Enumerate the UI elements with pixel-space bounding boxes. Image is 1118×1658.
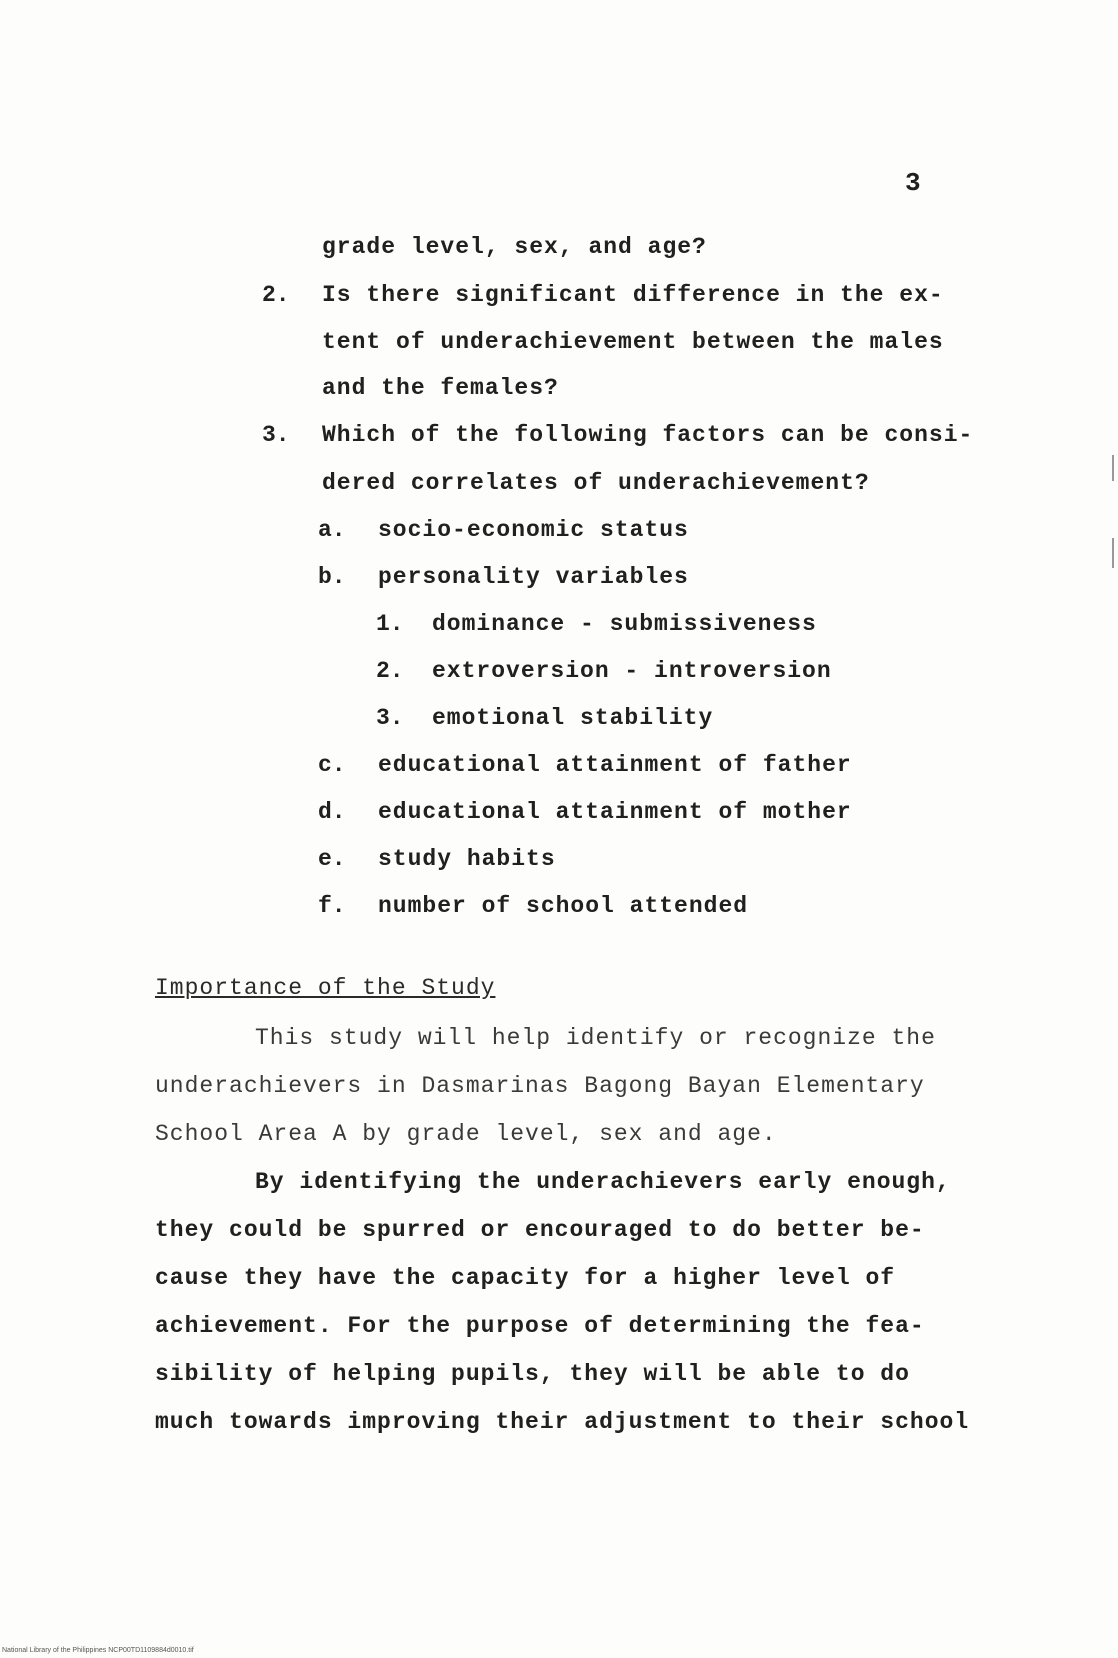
paragraph-2-line-3: cause they have the capacity for a higher level of: [155, 1265, 896, 1291]
question-3-line-2: dered correlates of underachievement?: [322, 470, 870, 496]
section-heading: Importance of the Study: [155, 975, 496, 1001]
factor-c-letter: c.: [318, 752, 346, 778]
factor-d-letter: d.: [318, 799, 346, 825]
scan-edge-mark: [1112, 538, 1114, 568]
paragraph-2-line-2: they could be spurred or encouraged to do better be-: [155, 1217, 925, 1243]
factor-f-letter: f.: [318, 893, 346, 919]
subitem-1-text: dominance - submissiveness: [432, 611, 817, 637]
scan-edge-mark: [1112, 455, 1114, 481]
factor-b-text: personality variables: [378, 564, 689, 590]
subitem-2-number: 2.: [376, 658, 404, 684]
subitem-2-text: extroversion - introversion: [432, 658, 832, 684]
question-2-line-1: Is there significant difference in the ex-: [322, 282, 944, 308]
paragraph-1-line-2: underachievers in Dasmarinas Bagong Bayan Elementary: [155, 1073, 925, 1099]
question-2-line-2: tent of underachievement between the males: [322, 329, 944, 355]
subitem-1-number: 1.: [376, 611, 404, 637]
factor-a-text: socio-economic status: [378, 517, 689, 543]
continued-line: grade level, sex, and age?: [322, 234, 707, 260]
factor-e-letter: e.: [318, 846, 346, 872]
paragraph-2-line-4: achievement. For the purpose of determining the fea-: [155, 1313, 925, 1339]
paragraph-2-line-5: sibility of helping pupils, they will be able to do: [155, 1361, 910, 1387]
factor-b-letter: b.: [318, 564, 346, 590]
subitem-3-text: emotional stability: [432, 705, 714, 731]
factor-e-text: study habits: [378, 846, 556, 872]
question-2-number: 2.: [262, 282, 290, 308]
subitem-3-number: 3.: [376, 705, 404, 731]
paragraph-2-line-6: much towards improving their adjustment to their school: [155, 1409, 970, 1435]
archive-footer: National Library of the Philippines NCP00TD1109884d0010.tif: [2, 1647, 194, 1654]
factor-f-text: number of school attended: [378, 893, 749, 919]
question-3-line-1: Which of the following factors can be consi-: [322, 422, 974, 448]
factor-c-text: educational attainment of father: [378, 752, 852, 778]
question-3-number: 3.: [262, 422, 290, 448]
factor-a-letter: a.: [318, 517, 346, 543]
paragraph-2-line-1: By identifying the underachievers early enough,: [255, 1169, 951, 1195]
page-number: 3: [905, 168, 921, 198]
paragraph-1-line-1: This study will help identify or recognize the: [255, 1025, 936, 1051]
paragraph-1-line-3: School Area A by grade level, sex and age.: [155, 1121, 777, 1147]
factor-d-text: educational attainment of mother: [378, 799, 852, 825]
question-2-line-3: and the females?: [322, 375, 559, 401]
